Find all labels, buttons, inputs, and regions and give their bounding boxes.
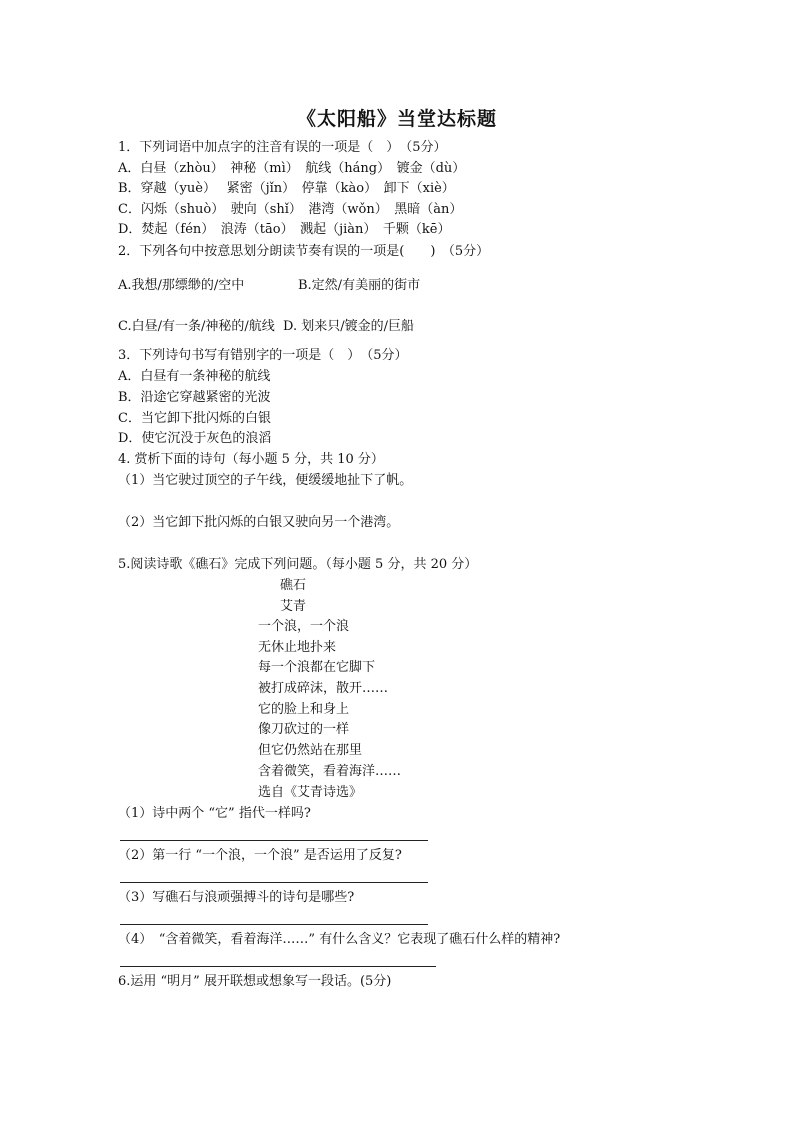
poem-line: 每一个浪都在它脚下 (258, 660, 376, 675)
q4-sub1: （1）当它驶过顶空的子午线，便缓缓地扯下了帆。 (118, 473, 413, 488)
poem-line: 像刀砍过的一样 (258, 722, 350, 737)
poem-line: 它的脸上和身上 (258, 702, 350, 717)
q5-sub2: （2）第一行 “一个浪，一个浪” 是否运用了反复? (118, 848, 402, 863)
poem-title: 礁石 (280, 578, 307, 593)
q1-stem: 1．下列词语中加点字的注音有误的一项是（ ） （5分） (118, 140, 447, 155)
answer-line (120, 882, 428, 883)
q2-option-cd: C.白昼/有一条/神秘的/航线 D. 划来只/镀金的/巨船 (118, 319, 415, 334)
answer-line (120, 840, 428, 841)
q4-sub2: （2）当它卸下批闪烁的白银又驶向另一个港湾。 (118, 515, 400, 530)
q2-option-b: B.定然/有美丽的街市 (298, 278, 421, 293)
q3-option-c: C．当它卸下批闪烁的白银 (118, 411, 271, 426)
page-title: 《太阳船》当堂达标题 (296, 108, 497, 130)
q1-option-d: D．焚起（fén） 浪涛（tāo） 溅起（jiàn） 千颗（kē） (118, 222, 451, 237)
q5-sub4: （4） “含着微笑，看着海洋……” 有什么含义？它表现了礁石什么样的精神? (118, 932, 561, 947)
q1-option-c: C．闪烁（shuò） 驶向（shǐ） 港湾（wǒn） 黑暗（àn） (118, 202, 463, 217)
poem-line: 含着微笑，看着海洋…… (258, 764, 402, 779)
poem-line: 但它仍然站在那里 (258, 743, 363, 758)
answer-line (120, 966, 436, 967)
q3-option-b: B．沿途它穿越紧密的光波 (118, 390, 271, 405)
poem-line: 无休止地扑来 (258, 640, 337, 655)
poem-source: 选自《艾青诗选》 (258, 785, 363, 800)
q4-stem: 4. 赏析下面的诗句（每小题 5 分，共 10 分） (118, 452, 384, 467)
poem-line: 被打成碎沫，散开…… (258, 681, 389, 696)
q3-option-d: D．使它沉没于灰色的浪滔 (118, 431, 272, 446)
q6-stem: 6.运用 “明月” 展开联想或想象写一段话。(5分) (118, 974, 392, 989)
q3-stem: 3．下列诗句书写有错别字的一项是（ ） （5分） (118, 348, 408, 363)
poem-line: 一个浪，一个浪 (258, 619, 350, 634)
q3-option-a: A．白昼有一条神秘的航线 (118, 369, 271, 384)
q2-stem: 2．下列各句中按意思划分朗读节奏有误的一项是( ) （5分） (118, 244, 490, 259)
q5-stem: 5.阅读诗歌《礁石》完成下列问题。（每小题 5 分，共 20 分） (118, 557, 478, 572)
answer-line (120, 924, 428, 925)
poem-author: 艾青 (280, 599, 307, 614)
q2-option-a: A.我想/那缥缈的/空中 (118, 278, 245, 293)
q5-sub1: （1）诗中两个 “它” 指代一样吗? (118, 806, 311, 821)
q1-option-b: B．穿越（yuè） 紧密（jǐn） 停靠（kào） 卸下（xiè） (118, 181, 455, 196)
q1-option-a: A．白昼（zhòu） 神秘（mì） 航线（háng） 镀金（dù） (118, 161, 466, 176)
q5-sub3: （3）写礁石与浪顽强搏斗的诗句是哪些? (118, 890, 355, 905)
